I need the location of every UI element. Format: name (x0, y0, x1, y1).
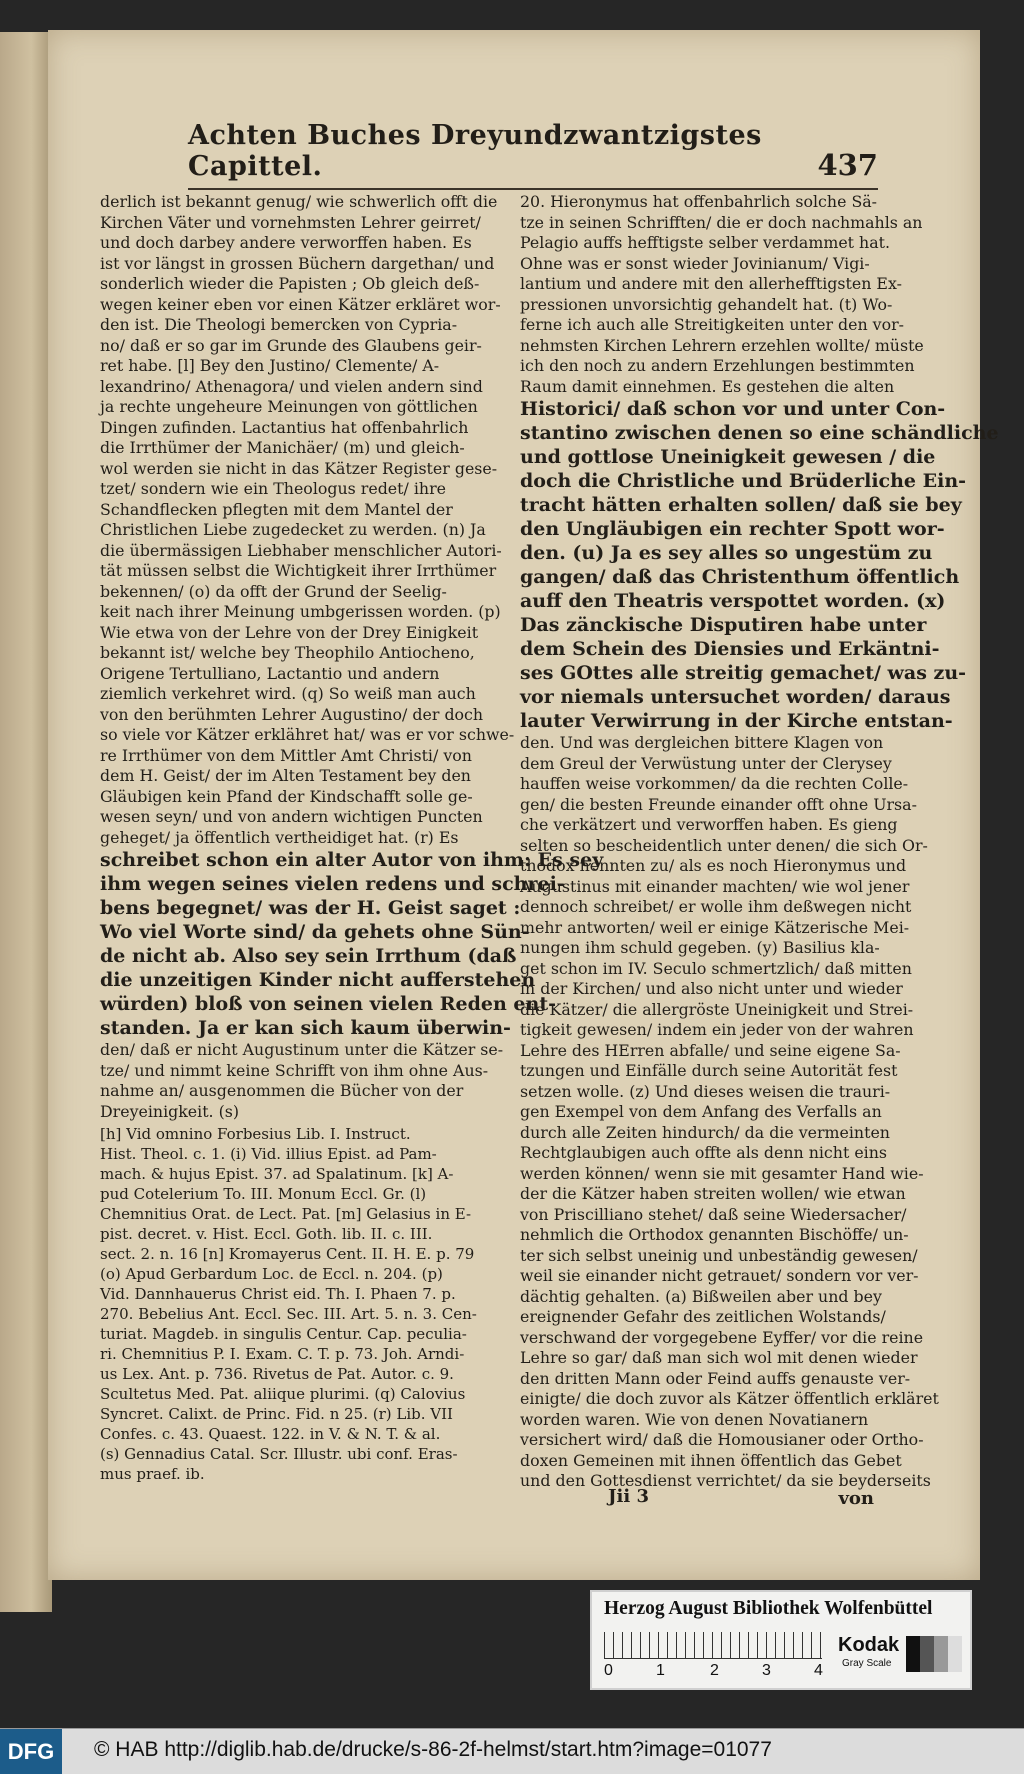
text-line: in der Kirchen/ und also nicht unter und wieder (520, 979, 903, 998)
catchword: von (838, 1488, 874, 1509)
signature-mark: Jii 3 (608, 1486, 649, 1507)
text-line: und den Gottesdienst verrichtet/ da sie beyderseits (520, 1471, 931, 1490)
text-line: geheget/ ja öffentlich vertheidiget hat. (r) Es (100, 827, 459, 847)
ruler-number: 3 (762, 1662, 771, 1679)
text-line: den dritten Mann oder Feind auffs genauste ver- (520, 1368, 911, 1388)
text-line: ter sich selbst uneinig und unbeständig gewesen/ (520, 1245, 918, 1265)
right-body-text (520, 192, 999, 1492)
page-number: 437 (817, 148, 878, 182)
gray-patches (906, 1636, 962, 1672)
text-line: Chemnitius Orat. de Lect. Pat. [m] Gelasius in E- (100, 1205, 472, 1223)
left-body-text (100, 192, 604, 1122)
text-line: der die Kätzer haben streiten wollen/ wie etwan (520, 1184, 906, 1203)
text-line: selten so bescheidentlich unter denen/ die sich Or- (520, 835, 928, 855)
text-line: weil sie einander nicht getrauet/ sondern vor ver- (520, 1266, 919, 1285)
scale-ruler (604, 1632, 822, 1659)
text-line: nungen ihm schuld gegeben. (y) Basilius kla- (520, 938, 880, 957)
text-line: ri. Chemnitius P. I. Exam. C. T. p. 73. Joh. Arndi- (100, 1345, 465, 1363)
text-line: Confes. c. 43. Quaest. 122. in V. & N. T. & al. (100, 1425, 441, 1443)
text-line: turiat. Magdeb. in singulis Centur. Cap. peculia- (100, 1325, 467, 1343)
text-line: doxen Gemeinen mit ihnen öffentlich das Gebet (520, 1450, 902, 1470)
text-line: nehmsten Kirchen Lehrern erzehlen wollte/ müste (520, 335, 924, 355)
text-line: wegen keiner eben vor einen Kätzer erkläret wor- (100, 294, 501, 314)
text-line: auff den Theatris verspottet worden. (x) (520, 590, 946, 612)
text-line: Scultetus Med. Pat. aliique plurimi. (q) Calovius (100, 1385, 466, 1403)
text-line: dem H. Geist/ der im Alten Testament bey den (100, 766, 471, 785)
text-line: Syncret. Calixt. de Princ. Fid. n 25. (r) Lib. VII (100, 1405, 453, 1423)
text-line: mus praef. ib. (100, 1465, 205, 1483)
gray-scale-label: Gray Scale (842, 1658, 892, 1669)
text-line: und doch darbey andere verworffen haben. Es (100, 233, 472, 252)
text-line: ziemlich verkehret wird. (q) So weiß man auch (100, 684, 476, 703)
text-line: den Ungläubigen ein rechter Spott wor- (520, 518, 945, 540)
text-line: einigte/ die doch zuvor als Kätzer öffentlich erkläret (520, 1389, 939, 1408)
text-line: Augustinus mit einander machten/ wie wol jener (520, 876, 910, 896)
text-line: 20. Hieronymus hat offenbahrlich solche Sä- (520, 192, 878, 211)
text-line: tze/ und nimmt keine Schrifft von ihm ohne Aus- (100, 1060, 489, 1080)
text-line: lexandrino/ Athenagora/ und vielen andern sind (100, 376, 483, 396)
text-line: den. Und was dergleichen bittere Klagen von (520, 733, 884, 752)
text-line: doch die Christliche und Brüderliche Ein- (520, 470, 967, 492)
text-line: ferne ich auch alle Streitigkeiten unter den vor- (520, 315, 905, 334)
text-line: tät müssen selbst die Wichtigkeit ihrer Irrthümer (100, 561, 497, 580)
text-line: Gläubigen kein Pfand der Kindschafft solle ge- (100, 786, 473, 806)
text-line: ihm wegen seines vielen redens und schrei- (100, 873, 565, 895)
text-line: Kirchen Väter und vornehmsten Lehrer geirret/ (100, 212, 481, 232)
text-line: Lehre des HErren abfalle/ und seine eigene Sa- (520, 1040, 901, 1060)
text-line: bens begegnet/ was der H. Geist saget : (100, 897, 521, 919)
text-line: [h] Vid omnino Forbesius Lib. I. Instruct. (100, 1125, 411, 1143)
text-line: schreibet schon ein alter Autor von ihm: Es sey (100, 849, 604, 871)
text-line: get schon im IV. Seculo schmertzlich/ daß mitten (520, 958, 912, 978)
text-line: mach. & hujus Epist. 37. ad Spalatinum. [k] A- (100, 1165, 454, 1183)
text-line: Historici/ daß schon vor und unter Con- (520, 398, 946, 420)
text-line: dem Greul der Verwüstung unter der Clerysey (520, 753, 892, 773)
book-page (48, 30, 999, 1580)
text-line: Origene Tertulliano, Lactantio und andern (100, 663, 440, 683)
text-line: de nicht ab. Also sey sein Irrthum (daß (100, 945, 517, 967)
text-line: nahme an/ ausgenommen die Bücher von der (100, 1081, 464, 1100)
text-line: nehmlich die Orthodox genannten Bischöffe/ un- (520, 1225, 909, 1244)
text-line: setzen wolle. (z) Und dieses weisen die trauri- (520, 1081, 891, 1101)
text-line: ses GOttes alle streitig gemachet/ was zu- (520, 662, 967, 684)
text-line: che verkätzert und verworffen haben. Es gieng (520, 815, 898, 834)
text-line: die Irrthümer der Manichäer/ (m) und gleich- (100, 438, 465, 457)
ruler-number: 1 (656, 1662, 665, 1679)
text-line: durch alle Zeiten hindurch/ da die vermeinten (520, 1122, 890, 1142)
text-line: ist vor längst in grossen Büchern dargethan/ und (100, 253, 495, 273)
text-line: Hist. Theol. c. 1. (i) Vid. illius Epist. ad Pam- (100, 1145, 437, 1163)
text-line: derlich ist bekannt genug/ wie schwerlich offt die (100, 192, 498, 211)
text-line: (s) Gennadius Catal. Scr. Illustr. ubi conf. Eras- (100, 1445, 458, 1463)
text-line: mehr antworten/ weil er einige Kätzerische Mei- (520, 917, 910, 937)
text-line: gangen/ daß das Christenthum öffentlich (520, 566, 960, 588)
kodak-brand: Kodak (838, 1634, 900, 1656)
text-line: Dreyeinigkeit. (s) (100, 1101, 240, 1121)
text-line: lauter Verwirrung in der Kirche entstan- (520, 710, 953, 732)
text-line: Wie etwa von der Lehre von der Drey Einigkeit (100, 622, 479, 642)
text-line: keit nach ihrer Meinung umbgerissen worden. (p) (100, 602, 501, 621)
text-line: Raum damit einnehmen. Es gestehen die alten (520, 376, 895, 396)
text-line: pressionen unvorsichtig gehandelt hat. (t) Wo- (520, 294, 893, 314)
text-line: Pelagio auffs hefftigste selber verdammet hat. (520, 233, 890, 252)
text-line: Rechtglaubigen auch offte als denn nicht eins (520, 1143, 887, 1162)
text-line: no/ daß er so gar im Grunde des Glaubens geir- (100, 335, 482, 355)
text-line: gen/ die besten Freunde einander offt ohne Ursa- (520, 794, 917, 814)
ruler-number: 4 (814, 1662, 823, 1679)
text-line: versichert wird/ daß die Homousianer oder Ortho- (520, 1430, 924, 1449)
text-line: standen. Ja er kan sich kaum überwin- (100, 1017, 511, 1039)
text-line: Ohne was er sonst wieder Jovinianum/ Vigi- (520, 253, 870, 273)
text-line: stantino zwischen denen so eine schändliche (520, 422, 999, 444)
text-line: tze in seinen Schrifften/ die er doch nachmahls an (520, 212, 923, 232)
text-line: lantium und andere mit den allerhefftigsten Ex- (520, 274, 902, 293)
text-line: wesen seyn/ und von andern wichtigen Puncten (100, 807, 483, 826)
color-reference-card (590, 1590, 972, 1690)
text-line: von Priscilliano stehet/ daß seine Wiedersacher/ (520, 1204, 907, 1224)
text-line: ja rechte ungeheure Meinungen von göttlichen (100, 397, 478, 416)
text-line: tzet/ sondern wie ein Theologus redet/ ihre (100, 479, 446, 498)
text-line: die unzeitigen Kinder nicht aufferstehen (100, 969, 536, 991)
footer-bar (0, 1728, 1024, 1774)
ruler-number: 0 (604, 1662, 613, 1679)
text-line: werden können/ wenn sie mit gesamter Hand wie- (520, 1163, 924, 1183)
facing-page-edge (0, 32, 52, 1612)
text-line: sect. 2. n. 16 [n] Kromayerus Cent. II. H. E. p. 79 (100, 1245, 475, 1263)
footnotes (100, 1124, 477, 1484)
text-line: ereignender Gefahr des zeitlichen Wolstands/ (520, 1307, 886, 1326)
left-column (100, 192, 604, 1484)
text-line: verschwand der vorgegebene Eyffer/ vor die reine (520, 1327, 924, 1347)
running-header (188, 120, 878, 190)
text-line: so viele vor Kätzer erklähret hat/ was er vor schwe- (100, 725, 515, 744)
ruler-number: 2 (710, 1662, 719, 1679)
text-line: tigkeit gewesen/ indem ein jeder von der wahren (520, 1020, 914, 1039)
text-line: den/ daß er nicht Augustinum unter die Kätzer se- (100, 1040, 504, 1059)
text-line: gen Exempel von dem Anfang des Verfalls an (520, 1102, 882, 1121)
text-line: den. (u) Ja es sey alles so ungestüm zu (520, 542, 933, 564)
text-line: Dingen zufinden. Lactantius hat offenbahrlich (100, 417, 469, 437)
text-line: Lehre so gar/ daß man sich wol mit denen wieder (520, 1348, 918, 1367)
text-line: bekannt ist/ welche bey Theophilo Antiocheno, (100, 643, 475, 662)
text-line: dem Schein des Diensies und Erkäntni- (520, 638, 940, 660)
header-title: Achten Buches Dreyundzwantzigstes Capittel. (188, 120, 762, 182)
text-line: 270. Bebelius Ant. Eccl. Sec. III. Art. 5. n. 3. Cen- (100, 1305, 477, 1323)
text-line: ret habe. [l] Bey den Justino/ Clemente/ A- (100, 356, 440, 375)
text-line: Wo viel Worte sind/ da gehets ohne Sün- (100, 921, 530, 943)
text-line: dennoch schreibet/ er wolle ihm deßwegen nicht (520, 897, 912, 916)
text-line: pist. decret. v. Hist. Eccl. Goth. lib. II. c. III. (100, 1225, 433, 1243)
dfg-logo: DFG (0, 1729, 62, 1774)
text-line: pud Cotelerium To. III. Monum Eccl. Gr. (l) (100, 1185, 427, 1203)
text-line: ich den noch zu andern Erzehlungen bestimmten (520, 356, 915, 375)
right-column (520, 192, 999, 1492)
text-line: us Lex. Ant. p. 736. Rivetus de Pat. Autor. c. 9. (100, 1365, 454, 1383)
text-line: Christlichen Liebe zugedecket zu werden. (n) Ja (100, 520, 486, 539)
text-line: hauffen weise vorkommen/ da die rechten Colle- (520, 774, 909, 793)
text-line: (o) Apud Gerbardum Loc. de Eccl. n. 204. (p) (100, 1265, 443, 1283)
text-line: thodox nennten zu/ als es noch Hieronymus und (520, 856, 907, 875)
text-line: sonderlich wieder die Papisten ; Ob gleich deß- (100, 274, 480, 293)
text-line: dächtig gehalten. (a) Bißweilen aber und bey (520, 1286, 882, 1306)
text-line: würden) bloß von seinen vielen Reden ent- (100, 993, 556, 1015)
text-line: wol werden sie nicht in das Kätzer Register gese- (100, 458, 498, 478)
text-line: bekennen/ (o) da offt der Grund der Seelig- (100, 581, 447, 601)
text-line: den ist. Die Theologi bemercken von Cypria- (100, 315, 458, 334)
text-line: die Kätzer/ die allergröste Uneinigkeit und Strei- (520, 999, 914, 1019)
text-line: Das zänckische Disputiren habe unter (520, 614, 927, 636)
text-line: re Irrthümer von dem Mittler Amt Christi/ von (100, 745, 472, 765)
text-line: die übermässigen Liebhaber menschlicher Autori- (100, 540, 502, 560)
text-line: tzungen und Einfälle durch seine Autorität fest (520, 1061, 898, 1080)
text-line: Vid. Dannhauerus Christ eid. Th. I. Phaen 7. p. (100, 1285, 456, 1303)
text-line: worden waren. Wie von denen Novatianern (520, 1409, 869, 1429)
text-line: vor niemals untersuchet worden/ daraus (520, 686, 951, 708)
copyright-url[interactable]: © HAB http://diglib.hab.de/drucke/s-86-2f-helmst/start.htm?image=01077 (94, 1738, 772, 1761)
text-line: Schandflecken pflegten mit dem Mantel der (100, 499, 453, 519)
text-line: von den berühmten Lehrer Augustino/ der doch (100, 704, 484, 724)
card-title: Herzog August Bibliothek Wolfenbüttel (604, 1598, 933, 1619)
text-line: und gottlose Uneinigkeit gewesen / die (520, 446, 936, 468)
text-line: tracht hätten erhalten sollen/ daß sie bey (520, 494, 962, 516)
